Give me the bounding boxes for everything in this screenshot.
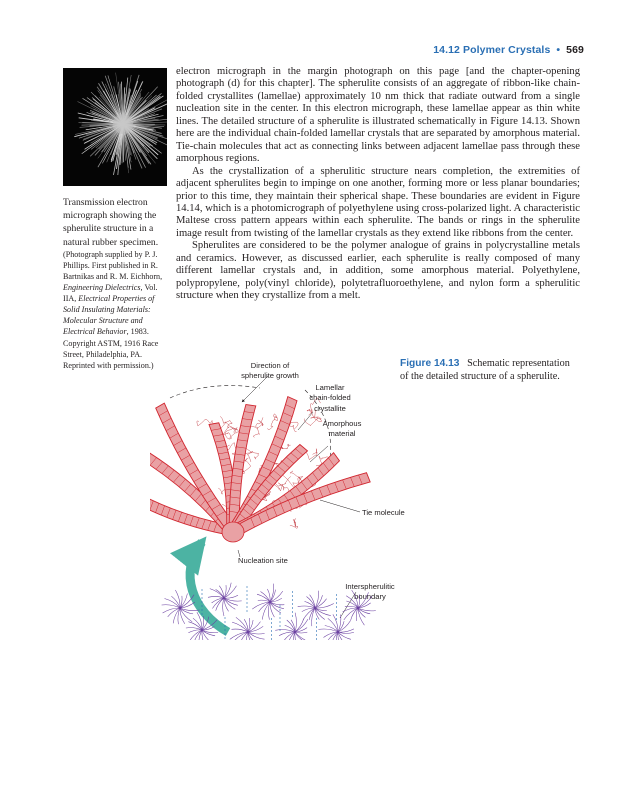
margin-caption-text: Transmission electron micrograph showing the spherulite structure in a natural rubber specimen. [63, 197, 159, 248]
lamellar-crystallites [150, 397, 370, 534]
label-amorphous-line2: material [328, 429, 356, 438]
body-text [176, 66, 580, 303]
label-interspherulitic-line2: boundary [354, 592, 386, 601]
nucleation-core [222, 522, 244, 542]
figure-14-13-diagram [150, 350, 420, 640]
figure-number: Figure 14.13 [400, 358, 460, 369]
photo-credit: (Photograph supplied by P. J. Phillips. First published in R. Bartnikas and R. M. Eichhorn, Engineering Dielectrics, Vol. IIA, Electrical Properties of Solid Insulating Materials: Molecular Structure and Electrical Behavior, 1983. Copyright ASTM, 1916 Race Street, Philadelphia, PA. Reprinted with permission.) [63, 249, 163, 370]
header-separator: • [556, 44, 561, 56]
paragraph-3: Spherulites are considered to be the polymer analogue of grains in polycrystalline metals and ceramics. However, as discussed earlier, each spherulite is really composed of many different lamellar crystals and, in addition, some amorphous material. Polyethylene, polypropylene, poly(vinyl chloride), polytetrafluoroethylene, and nylon form a spherulitic structure when they crystallize from a melt. [176, 240, 580, 302]
label-lamellar-line2: chain-folded [309, 393, 351, 402]
label-direction-line2: spherulite growth [241, 371, 299, 380]
margin-photo [63, 68, 167, 186]
zoom-arrow [190, 542, 228, 632]
label-direction-line1: Direction of [250, 361, 290, 370]
running-header [433, 44, 584, 56]
margin-caption [63, 196, 171, 371]
paragraph-1: electron micrograph in the margin photograph on this page [and the chapter-opening photograph (d) for this chapter]. The spherulite consists of an aggregate of ribbon-like chain-folded crystallites (lamellae) approximately 10 nm thick that radiate outward from a single nucleation site in the center. In this electron micrograph, these lamellae appear as thin white lines. The detailed structure of a spherulite is illustrated schematically in Figure 14.13. Shown here are the individual chain-folded lamellar crystals that are separated by amorphous material. Tie-chain molecules that act as connecting links between adjacent lamellae pass through these amorphous regions. [176, 66, 580, 165]
figure-caption-text: Schematic representation of the detailed structure of a spherulite. [400, 358, 570, 382]
label-lamellar-line1: Lamellar [315, 383, 345, 392]
label-tie-molecule: Tie molecule [362, 508, 405, 517]
page-number: 569 [566, 44, 584, 56]
figure-caption [400, 358, 580, 383]
label-lamellar-line3: crystallite [314, 404, 346, 413]
section-title: 14.12 Polymer Crystals [433, 44, 551, 56]
label-amorphous-line1: Amorphous [322, 419, 362, 428]
paragraph-2: As the crystallization of a spherulitic structure nears completion, the extremities of adjacent spherulites begin to impinge on one another, forming more or less planar boundaries; prior to this time, they maintain their spherical shape. These boundaries are evident in Figure 14.14, which is a photomicrograph of polyethylene using cross-polarized light. A characteristic Maltese cross pattern appears within each spherulite. The bands or rings in the spherulite image result from twisting of the lamellar crystals as they extend like ribbons from the center. [176, 165, 580, 239]
label-interspherulitic-line1: Interspherulitic [345, 582, 395, 591]
label-nucleation-site: Nucleation site [238, 556, 288, 565]
spherulite-boundary-arc [170, 386, 260, 398]
